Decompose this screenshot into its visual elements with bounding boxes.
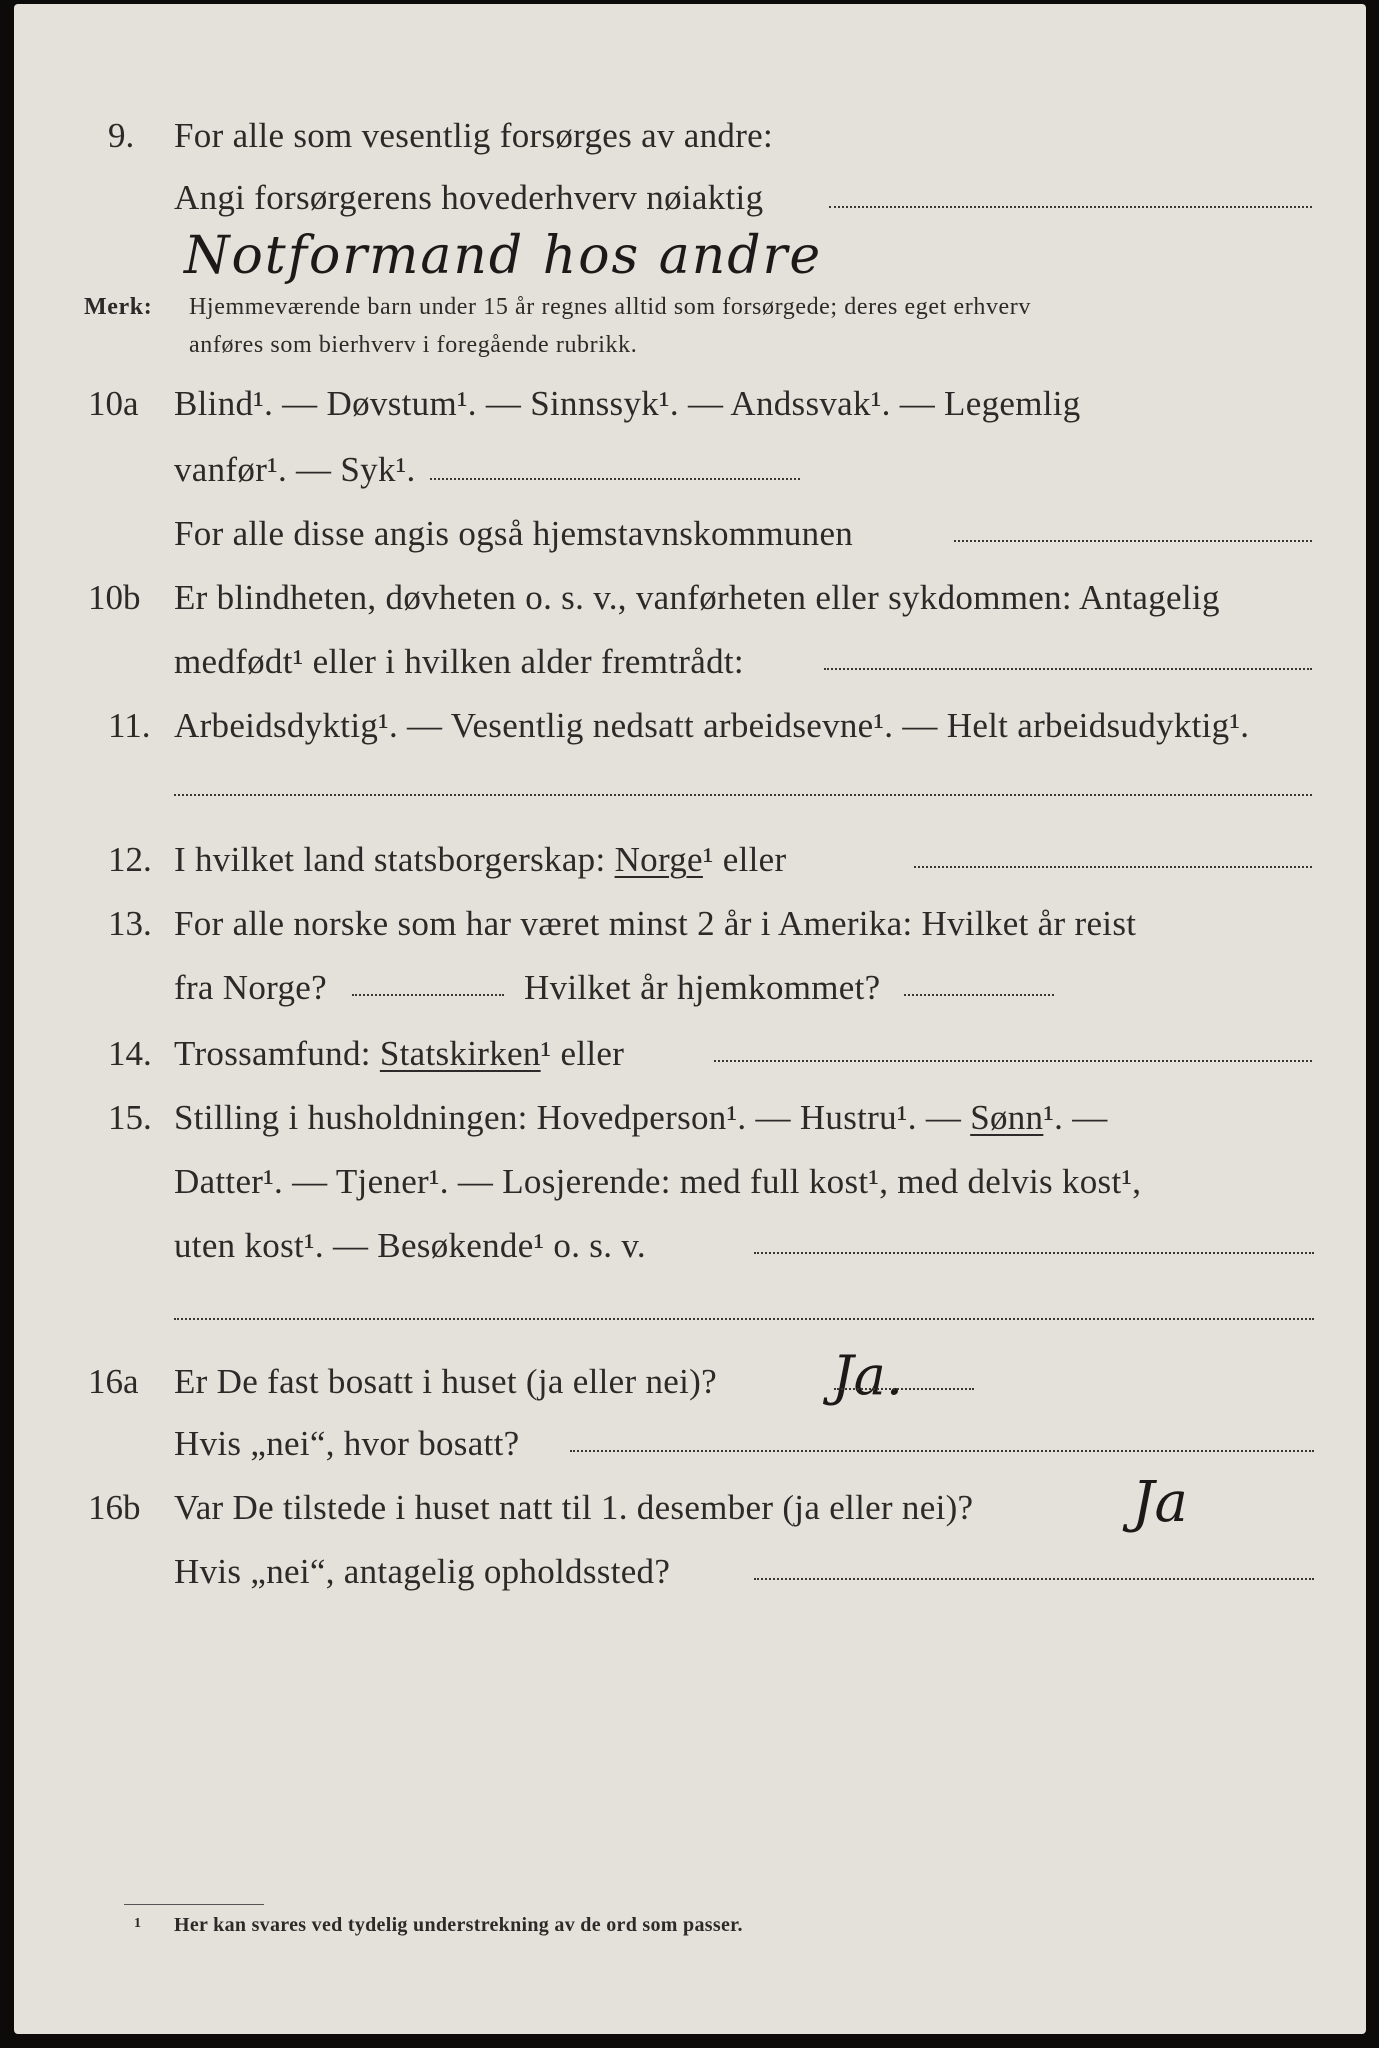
q12-suffix: ¹ eller [702, 840, 787, 879]
q14-suffix: ¹ eller [540, 1034, 625, 1073]
q13-line2a: fra Norge? [174, 968, 327, 1007]
q16b-number: 16b [88, 1488, 141, 1527]
q10a-line3: For alle disse angis også hjemstavnskommunen [174, 514, 854, 553]
q16b-line2: Hvis „nei“, antagelig opholdssted? [174, 1552, 671, 1591]
q15-underlined-sonn: Sønn [970, 1098, 1044, 1137]
q14-line [174, 1034, 624, 1074]
q12-prefix: I hvilket land statsborgerskap: [174, 840, 606, 879]
q14-prefix: Trossamfund: [174, 1034, 371, 1073]
q11-answer-line [174, 794, 1312, 796]
q12-number: 12. [108, 840, 152, 879]
q10a-syk-line [430, 478, 800, 480]
q16a-bosatt-line [570, 1450, 1314, 1452]
q16a-line2: Hvis „nei“, hvor bosatt? [174, 1424, 520, 1463]
q15-answer-line-1 [754, 1252, 1314, 1254]
q13-line1: For alle norske som har været minst 2 år i Amerika: Hvilket år reist [174, 904, 1137, 943]
q9-handwritten-answer: Notformand hos andre [184, 226, 823, 286]
q16b-handwritten-answer: Ja [1132, 1470, 1188, 1535]
q16a-line1: Er De fast bosatt i huset (ja eller nei)? [174, 1362, 717, 1401]
q13-hjemkommet-line [904, 994, 1054, 996]
q16a-answer-line [834, 1388, 974, 1390]
q14-underlined-statskirken: Statskirken [379, 1034, 541, 1073]
q16b-line1: Var De tilstede i huset natt til 1. desember (ja eller nei)? [174, 1488, 974, 1527]
q15-line3: uten kost¹. — Besøkende¹ o. s. v. [174, 1226, 646, 1265]
q16a-handwritten-answer: Ja. [832, 1344, 904, 1407]
footnote-text: Her kan svares ved tydelig understrekning av de ord som passer. [174, 1914, 743, 1936]
q15-line1 [174, 1098, 1108, 1138]
q15-number: 15. [108, 1098, 152, 1137]
q13-line2b: Hvilket år hjemkommet? [524, 968, 881, 1007]
q10a-line1: Blind¹. — Døvstum¹. — Sinnssyk¹. — Andssvak¹. — Legemlig [174, 384, 1081, 423]
q9-line1: For alle som vesentlig forsørges av andre: [174, 116, 774, 155]
q14-number: 14. [108, 1034, 152, 1073]
q10b-line1: Er blindheten, døvheten o. s. v., vanførheten eller sykdommen: Antagelig [174, 578, 1220, 617]
q11-line1: Arbeidsdyktig¹. — Vesentlig nedsatt arbeidsevne¹. — Helt arbeidsudyktig¹. [174, 706, 1250, 745]
q12-line [174, 840, 786, 880]
q10a-number: 10a [88, 384, 139, 423]
q16a-number: 16a [88, 1362, 139, 1401]
q15-line1-suffix: ¹. — [1043, 1098, 1108, 1137]
q12-underlined-norge: Norge [614, 840, 703, 879]
q16b-opholdssted-line [754, 1578, 1314, 1580]
merk-line1: Hjemmeværende barn under 15 år regnes alltid som forsørgede; deres eget erhverv [189, 294, 1032, 320]
q10b-answer-line [824, 668, 1312, 670]
q12-answer-line [914, 866, 1312, 868]
q10a-line2: vanfør¹. — Syk¹. [174, 450, 416, 489]
q10b-line2: medfødt¹ eller i hvilken alder fremtrådt: [174, 642, 744, 681]
merk-line2: anføres som bierhverv i foregående rubrikk. [189, 332, 638, 358]
q13-reist-line [352, 994, 504, 996]
footnote-rule [124, 1904, 264, 1905]
q10a-hjemstavn-line [954, 540, 1312, 542]
merk-label: Merk: [84, 294, 153, 320]
q9-answer-line [829, 206, 1312, 208]
footnote-mark: 1 [134, 1916, 142, 1931]
q10b-number: 10b [88, 578, 141, 617]
form-page [14, 4, 1366, 2034]
q13-number: 13. [108, 904, 152, 943]
q15-line1-prefix: Stilling i husholdningen: Hovedperson¹. — Hustru¹. — [174, 1098, 962, 1137]
q15-answer-line-2 [174, 1318, 1314, 1320]
q14-answer-line [714, 1060, 1312, 1062]
q9-number: 9. [108, 116, 135, 155]
q9-line2: Angi forsørgerens hovederhverv nøiaktig [174, 178, 764, 217]
q15-line2: Datter¹. — Tjener¹. — Losjerende: med full kost¹, med delvis kost¹, [174, 1162, 1142, 1201]
q11-number: 11. [108, 706, 151, 745]
